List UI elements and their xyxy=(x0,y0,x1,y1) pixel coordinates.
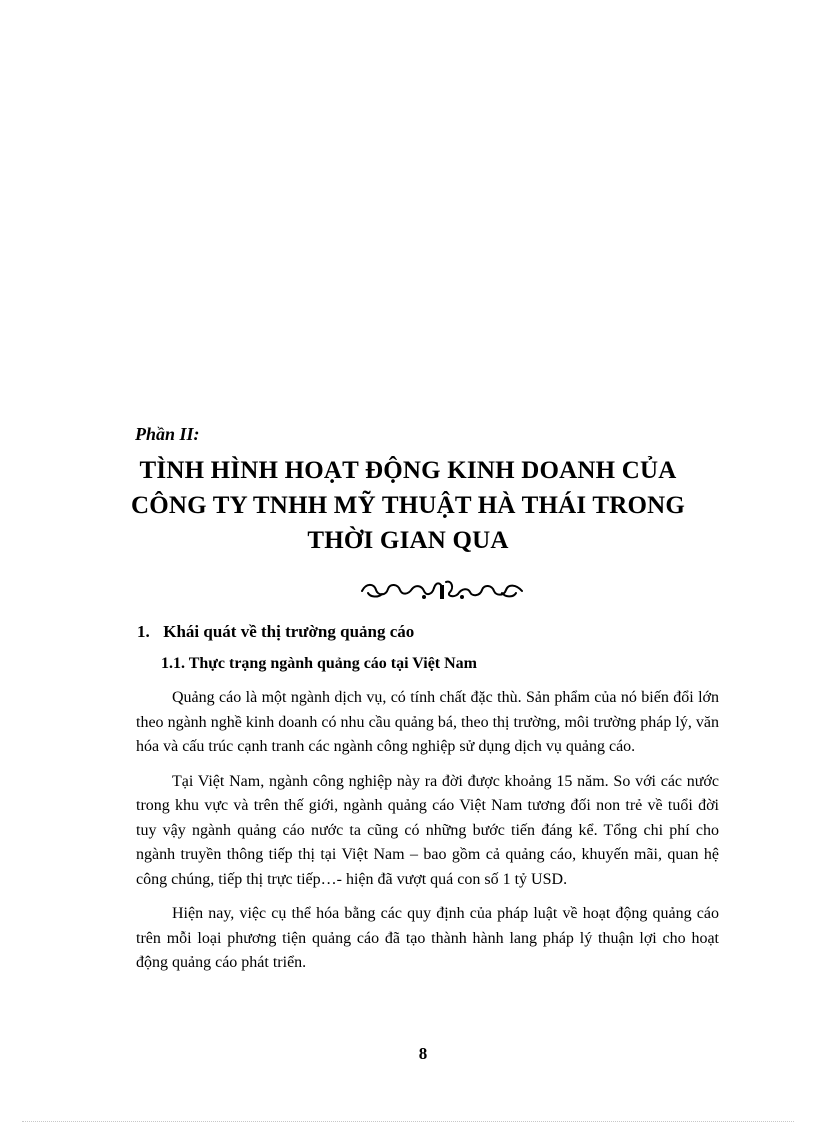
decorative-divider-icon xyxy=(358,576,526,604)
footer-divider xyxy=(22,1121,794,1122)
section-heading xyxy=(137,622,414,642)
body-text xyxy=(136,686,719,986)
section-title: Khái quát về thị trường quảng cáo xyxy=(163,622,415,641)
paragraph: Tại Việt Nam, ngành công nghiệp này ra đời được khoảng 15 năm. So với các nước trong khu vực và trên thế giới, ngành quảng cáo Việt Nam tương đối non trẻ về tuổi đời tuy vậy ngành quảng cáo nước ta cũng có những bước tiến đáng kể. Tổng chi phí cho ngành truyền thông tiếp thị tại Việt Nam – bao gồm cả quảng cáo, khuyến mãi, quan hệ công chúng, tiếp thị trực tiếp…- hiện đã vượt quá con số 1 tỷ USD. xyxy=(136,772,719,888)
paragraph: Quảng cáo là một ngành dịch vụ, có tính chất đặc thù. Sản phẩm của nó biến đổi lớn theo ngành nghề kinh doanh có nhu cầu quảng bá, theo thị trường, môi trường pháp lý, văn hóa và cấu trúc cạnh tranh các ngành công nghiệp sử dụng dịch vụ quảng cáo. xyxy=(136,689,719,755)
page-number: 8 xyxy=(418,1044,428,1063)
paragraph: Hiện nay, việc cụ thể hóa bằng các quy định của pháp luật về hoạt động quảng cáo trên mỗi loại phương tiện quảng cáo đã tạo thành hành lang pháp lý thuận lợi cho hoạt động quảng cáo phát triển. xyxy=(136,905,719,971)
section-number: 1. xyxy=(137,622,150,641)
part-label: Phần II: xyxy=(135,424,200,444)
subsection-heading: 1.1. Thực trạng ngành quảng cáo tại Việt Nam xyxy=(161,655,478,672)
chapter-title: TÌNH HÌNH HOẠT ĐỘNG KINH DOANH CỦA CÔNG TY TNHH MỸ THUẬT HÀ THÁI TRONG THỜI GIAN QUA xyxy=(130,457,686,554)
